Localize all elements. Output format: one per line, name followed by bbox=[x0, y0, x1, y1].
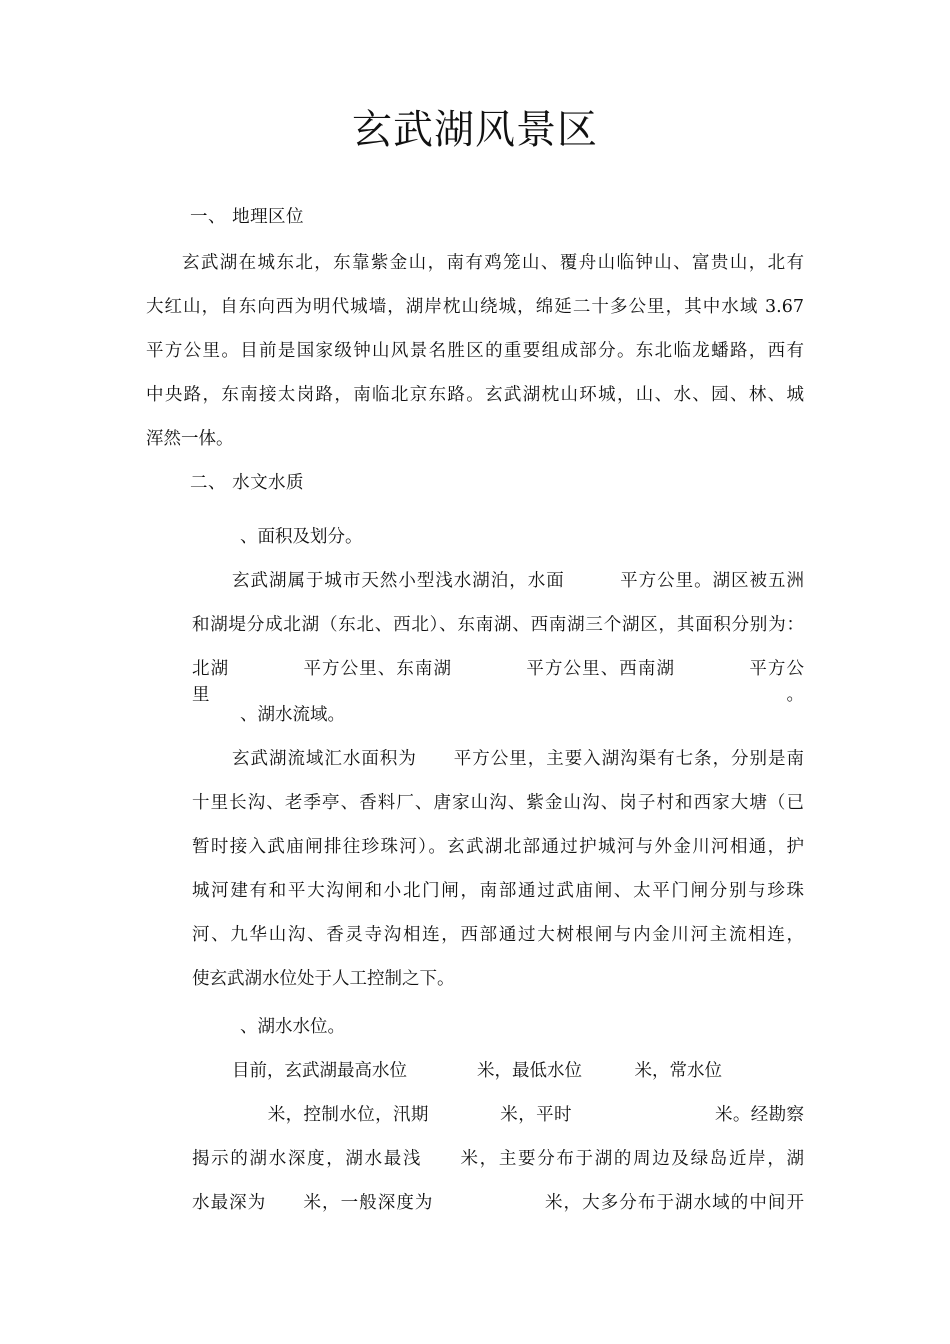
paragraph-line: 目前，玄武湖最高水位 米，最低水位 米，常水位 bbox=[232, 1061, 722, 1081]
paragraph-line: 平方公里。目前是国家级钟山风景名胜区的重要组成部分。东北临龙蟠路，西有 bbox=[146, 341, 804, 361]
paragraph-line: 玄武湖在城东北，东靠紫金山，南有鸡笼山、覆舟山临钟山、富贵山，北有 bbox=[182, 253, 804, 273]
paragraph-line: 水最深为 米，一般深度为 米，大多分布于湖水域的中间开 bbox=[192, 1193, 804, 1213]
section-heading-geography: 一、 地理区位 bbox=[190, 207, 305, 227]
paragraph-line: 浑然一体。 bbox=[146, 429, 234, 449]
paragraph-line: 大红山，自东向西为明代城墙，湖岸枕山绕城，绵延二十多公里，其中水域 3.67 bbox=[146, 297, 804, 317]
subsection-heading-water-level: 、湖水水位。 bbox=[240, 1017, 345, 1037]
paragraph-line: 米，控制水位，汛期 米，平时 米。经勘察 bbox=[232, 1105, 804, 1125]
document-title: 玄武湖风景区 bbox=[352, 107, 598, 153]
paragraph-line: 中央路，东南接太岗路，南临北京东路。玄武湖枕山环城，山、水、园、林、城 bbox=[146, 385, 804, 405]
paragraph-line: 北湖 平方公里、东南湖 平方公里、西南湖 平方公里。 bbox=[192, 659, 804, 705]
paragraph-line: 玄武湖流域汇水面积为 平方公里，主要入湖沟渠有七条，分别是南 bbox=[232, 749, 804, 769]
paragraph-line: 玄武湖属于城市天然小型浅水湖泊，水面 平方公里。湖区被五洲 bbox=[232, 571, 804, 591]
paragraph-line: 十里长沟、老季亭、香料厂、唐家山沟、紫金山沟、岗子村和西家大塘（已 bbox=[192, 793, 804, 813]
paragraph-line: 城河建有和平大沟闸和小北门闸，南部通过武庙闸、太平门闸分别与珍珠 bbox=[192, 881, 804, 901]
subsection-heading-area: 、面积及划分。 bbox=[240, 527, 363, 547]
paragraph-line: 河、九华山沟、香灵寺沟相连，西部通过大树根闸与内金川河主流相连， bbox=[192, 925, 804, 945]
paragraph-line: 暂时接入武庙闸排往珍珠河）。玄武湖北部通过护城河与外金川河相通，护 bbox=[192, 837, 804, 857]
paragraph-line: 和湖堤分成北湖（东北、西北）、东南湖、西南湖三个湖区，其面积分别为： bbox=[192, 615, 804, 635]
subsection-heading-basin: 、湖水流域。 bbox=[240, 705, 345, 725]
paragraph-line: 使玄武湖水位处于人工控制之下。 bbox=[192, 969, 455, 989]
section-heading-hydrology: 二、 水文水质 bbox=[190, 473, 305, 493]
paragraph-line: 揭示的湖水深度，湖水最浅 米，主要分布于湖的周边及绿岛近岸，湖 bbox=[192, 1149, 804, 1169]
